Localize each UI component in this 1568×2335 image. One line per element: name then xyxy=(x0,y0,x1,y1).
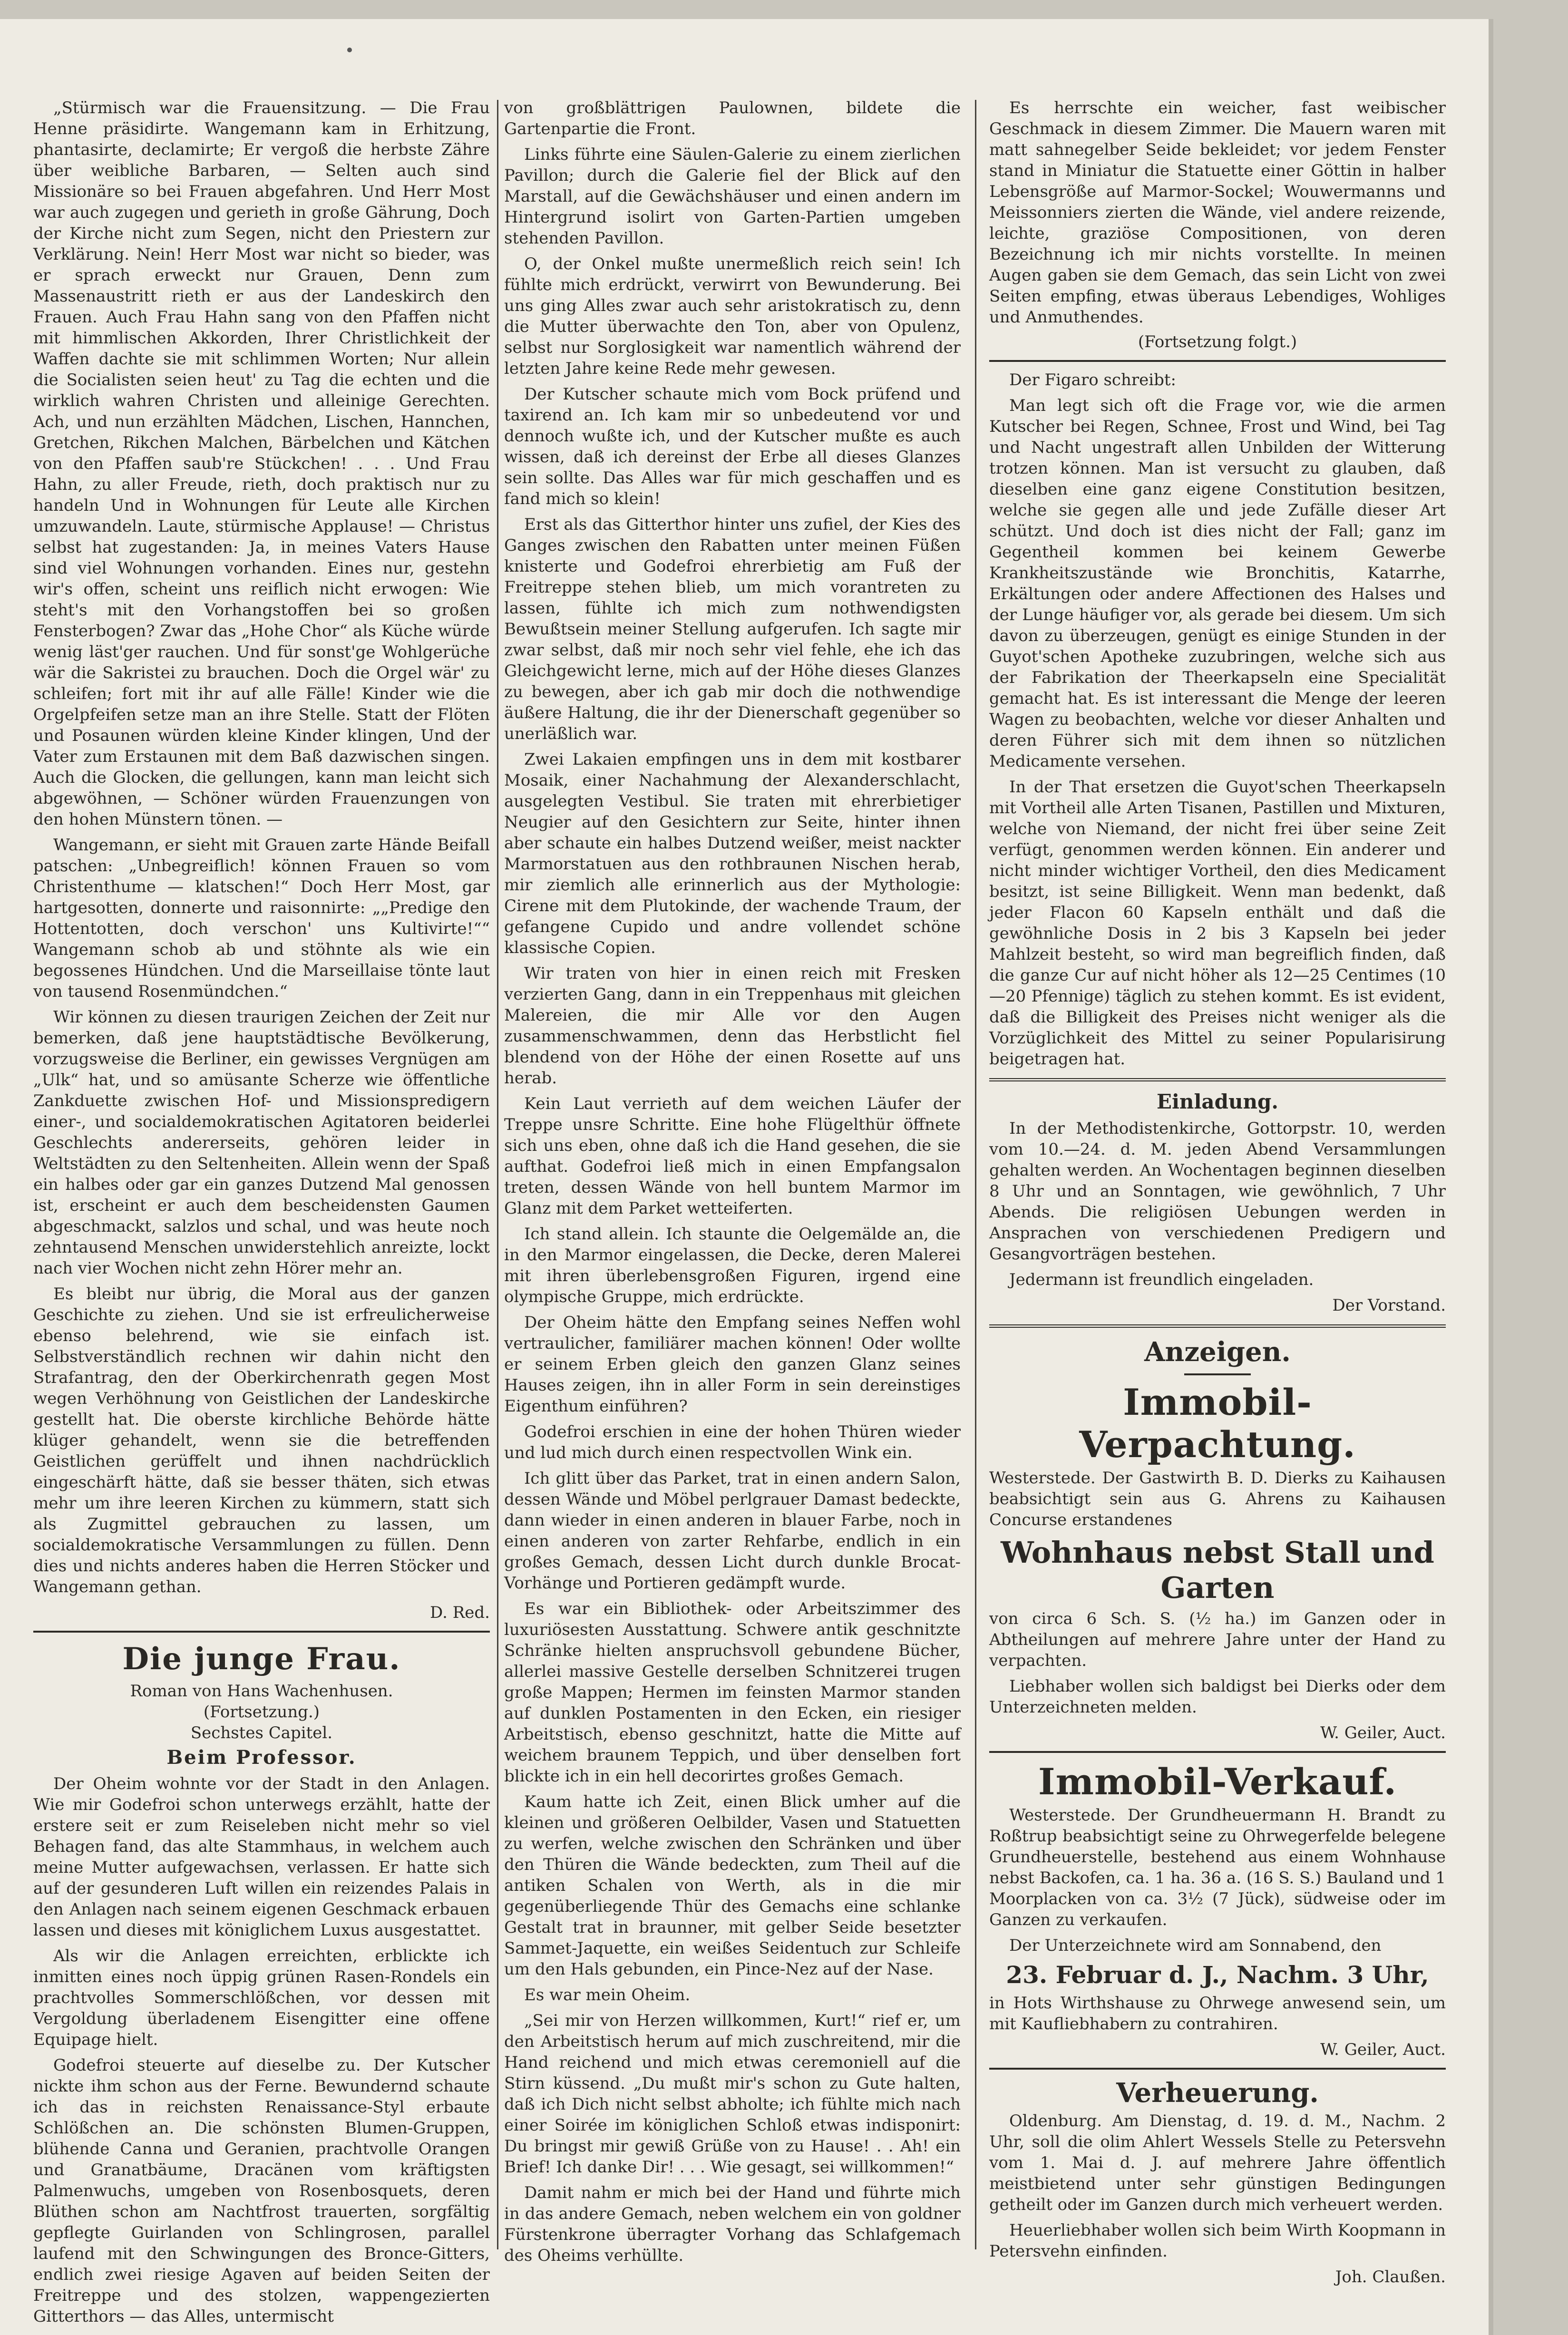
story-paragraph: Links führte eine Säulen-Galerie zu einem zierlichen Pavillon; durch die Galerie fiel der Blick auf den Marstall, auf die Gewächshäuser und einen andern im Hintergrund isolirt von Garten-Partien umgeben stehenden Pavillon. xyxy=(504,145,961,248)
editorial-paragraph: Wir können zu diesen traurigen Zeichen der Zeit nur bemerken, daß jene hauptstädtische Bevölkerung, vorzugsweise die Berliner, ein gewisses Vergnügen am „Ulk“ hat, und so amüsante Scherze wie öffentliche Zankduette zwischen Hof- und Missionspredigern einer-, und socialdemokratischen Agitatoren beiderlei Geschlechts andererseits, gehören leider in Weltstädten zu den Seltenheiten. Allein wenn der Spaß ein halbes oder gar ein ganzes Dutzend Mal genossen ist, erscheint er auch dem bescheidensten Gaumen abgeschmackt, salzlos und schal, und was heute noch zehntausend Menschen unwiderstehlich anreizte, lockt nach vier Wochen nicht zehn Hörer mehr an. xyxy=(33,1008,490,1278)
story-continuation: (Fortsetzung.) xyxy=(203,1703,320,1722)
ad-lease-text-2: von circa 6 Sch. S. (½ ha.) im Ganzen oder in Abtheilungen auf mehrere Jahre unter der Hand zu verpachten. xyxy=(989,1609,1446,1670)
story-paragraph: Ich stand allein. Ich staunte die Oelgemälde an, die in den Marmor eingelassen, die Decke, deren Malerei mit ihren überlebensgroßen Figuren, irgend eine olympische Gruppe, mich erdrückte. xyxy=(504,1225,961,1306)
story-paragraph: Es war ein Bibliothek- oder Arbeitszimmer des luxuriösesten Ausstattung. Schwere antik geschnitzte Schränke hielten anspruchsvoll gebundene Bücher, allerlei massive Gestelle derselben Schnitzerei trugen große Mappen; Hermen im feinsten Marmor standen auf dunklen Postamenten in den Ecken, ein riesiger Arbeitstisch, ebenso geschnitzt, hatte die Mitte auf weichem braunem Teppich, und über denselben fort blickte ich in ein hell decorirtes großes Gemach. xyxy=(504,1599,961,1786)
story-paragraph: Wir traten von hier in einen reich mit Fresken verzierten Gang, dann in ein Treppenhaus mit gleichen Malereien, die mir Alle vor den Augen zusammenschwammen, denn das Herbstlicht fiel blendend von der Höhe der einen Rosette auf uns herab. xyxy=(504,964,961,1088)
ad-sale-text-2: Der Unterzeichnete wird am Sonnabend, den xyxy=(1009,1936,1382,1955)
ad-lease-text: Westerstede. Der Gastwirth B. D. Dierks zu Kaihausen beabsichtigt sein aus G. Ahrens zu Kaihausen Concurse erstandenes xyxy=(989,1469,1446,1529)
invitation-signature: Der Vorstand. xyxy=(1332,1296,1446,1315)
story-paragraph: Zwei Lakaien empfingen uns in dem mit kostbarer Mosaik, einer Nachahmung der Alexanderschlacht, ausgelegten Vestibul. Sie traten mit ehrerbietiger Neugier auf den Gesichtern zur Seite, hinter ihnen aber schaute ein halbes Dutzend weißer, meist nackter Marmorstatuen aus den rothbraunen Nischen herab, mir ziemlich alle erinnerlich aus der Mythologie: Cirene mit dem Plutokinde, der wachende Traum, der gefangene Cupido und andre vollendet schöne klassische Copien. xyxy=(504,750,961,957)
story-paragraph: Damit nahm er mich bei der Hand und führte mich in das andere Gemach, neben welchem ein von goldner Fürstenkrone überragter Vorhang das Schlafgemach des Oheims verhüllte. xyxy=(504,2183,961,2265)
section-divider xyxy=(33,1631,490,1633)
poem-text-2: Wangemann, er sieht mit Grauen zarte Hände Beifall patschen: „Unbegreiflich! können Frauen so vom Christenthume — klatschen!“ Doch Herr Most, gar hartgesotten, donnerte und raisonnirte: „„Predige den Hottentotten, doch verschon' uns Kultivirte!““ Wangemann schob ab und stöhnte als wie ein begossenes Hündchen. Und die Marseillaise tönte laut von tausend Rosenmündchen.“ xyxy=(33,836,490,1001)
column-1 xyxy=(33,97,490,2326)
ads-section-title: Anzeigen. xyxy=(1144,1336,1291,1368)
story-paragraph: Godefroi erschien in eine der hohen Thüren wieder und lud mich durch einen respectvollen Wink ein. xyxy=(504,1422,961,1462)
editorial-paragraph-2: Es bleibt nur übrig, die Moral aus der ganzen Geschichte zu ziehen. Und sie ist erfreulicherweise ebenso belehrend, wie sie einfach ist. Selbstverständlich rechnen wir dahin nicht den Strafantrag, den der Oberkirchenrath gegen Most wegen Verhöhnung von Geistlichen der Landeskirche gestellt hat. Die oberste kirchliche Behörde hätte klüger gehandelt, wenn sie die betreffenden Geistlichen gerüffelt und ihnen nachdrücklich eingeschärft hätte, daß sie besser thäten, sich etwas mehr um ihre leeren Kirchen zu kümmern, statt sich als Zugmittel gebrauchen zu lassen, um socialdemokratische Versammlungen zu füllen. Denn dies und nichts anderes haben die Herren Stöcker und Wangemann gethan. xyxy=(33,1284,490,1596)
column-rule-2 xyxy=(975,100,976,2249)
figaro-paragraph: Man legt sich oft die Frage vor, wie die armen Kutscher bei Regen, Schnee, Frost und Wind, bei Tag und Nacht ungestraft allen Unbilden der Witterung trotzen können. Man ist versucht zu glauben, daß dieselben eine ganz eigene Constitution besitzen, welche sie gegen alle und jede Zufälle dieser Art schützt. Und doch ist dies nicht der Fall; ganz im Gegentheil kommen bei keinem Gewerbe Krankheitszustände wie Bronchitis, Katarrhe, Erkältungen oder andere Affectionen des Halses und der Lunge häufiger vor, als gerade bei diesem. Um sich davon zu überzeugen, genügt es einige Stunden in der Guyot'schen Apotheke zuzubringen, welche sich aus der Fabrikation der Theerkapseln eine Specialität gemacht hat. Es ist interessant die Menge der leeren Wagen zu beobachten, welche vor dieser Anhalten und deren Führer sich mit dem ihnen so nützlichen Medicamente versehen. xyxy=(989,396,1446,771)
ad-divider xyxy=(989,2068,1446,2070)
invitation-text: In der Methodistenkirche, Gottorpstr. 10, werden vom 10.—24. d. M. jeden Abend Versammlungen gehalten werden. An Wochentagen beginnen dieselben 8 Uhr und an Sonntagen, wie gewöhnlich, 7 Uhr Abends. Die religiösen Uebungen werden in Ansprachen von verschiedenen Predigern und Gesangvorträgen bestehen. xyxy=(989,1119,1446,1264)
story-paragraph: „Sei mir von Herzen willkommen, Kurt!“ rief er, um den Arbeitstisch herum auf mich zuschreitend, mir die Hand reichend und mich etwas ceremoniell auf die Stirn küssend. „Du mußt mir's schon zu Gute halten, daß ich Dich nicht selbst abholte; ich fühlte mich nach einer Soirée im königlichen Schloß etwas indisponirt: Du bringst mir gewiß Grüße von zu Hause! . . Ah! ein Brief! Ich danke Dir! . . . Wie gesagt, sei willkommen!“ xyxy=(504,2011,961,2177)
ad-lease-signature: W. Geiler, Auct. xyxy=(1320,1723,1446,1742)
ad-rent-text: Oldenburg. Am Dienstag, d. 19. d. M., Nachm. 2 Uhr, soll die olim Ahlert Wessels Stelle zu Petersvehn vom 1. Mai d. J. auf mehrere Jahre öffentlich meistbietend unter sehr günstigen Bedingungen getheilt oder im Ganzen durch mich verheuert werden. xyxy=(989,2111,1446,2214)
ad-lease-title: Immobil-Verpachtung. xyxy=(1079,1381,1356,1466)
chapter-number: Sechstes Capitel. xyxy=(190,1723,333,1742)
story-paragraph: Erst als das Gitterthor hinter uns zufiel, der Kies des Ganges zwischen den Rabatten unter meinen Füßen knisterte und Godefroi ehrerbietig am Fuß der Freitreppe stehen blieb, um mich vorantreten zu lassen, fühlte ich mich zum nothwendigsten Bewußtsein meiner Stellung aufgerufen. Ich sagte mir zwar selbst, daß mir noch sehr viel fehle, ehe ich das Gleichgewicht lerne, mich auf der Höhe dieses Glanzes zu bewegen, aber ich gab mir doch die nothwendige äußere Haltung, die ihr der Dienerschaft gegenüber so unerläßlich war. xyxy=(504,515,961,743)
story-to-be-continued: (Fortsetzung folgt.) xyxy=(1138,332,1297,351)
story-paragraph: Es war mein Oheim. xyxy=(524,1985,691,2004)
story-paragraph: Es herrschte ein weicher, fast weibischer Geschmack in diesem Zimmer. Die Mauern waren mit matt sahnegelber Seide bekleidet; vor jedem Fenster stand in Miniatur die Statuette einer Göttin in halber Lebensgröße auf Marmor-Sockel; Wouwermanns und Meissonniers zierten die Wände, viel andere reizende, leichte, graziöse Compositionen, von deren Bezeichnung ich mir nichts vorstellte. In meinen Augen gaben sie dem Gemach, das sein Licht von zwei Seiten empfing, etwas überaus Lebendiges, Wohliges und Anmuthendes. xyxy=(989,98,1446,327)
ad-sale-text: Westerstede. Der Grundheuermann H. Brandt zu Roßtrup beabsichtigt seine zu Ohrwegerfelde belegene Grundheuerstelle, bestehend aus einem Wohnhause nebst Backofen, ca. 1 ha. 36 a. (16 S. S.) Bauland und 1 Moorplacken von ca. 3½ (7 Jück), südweise oder im Ganzen zu verkaufen. xyxy=(989,1806,1446,1929)
ad-lease-text-3: Liebhaber wollen sich baldigst bei Dierks oder dem Unterzeichneten melden. xyxy=(989,1677,1446,1717)
short-rule xyxy=(1184,1373,1251,1375)
story-paragraph: von großblättrigen Paulownen, bildete die Gartenpartie die Front. xyxy=(504,98,961,138)
invitation-welcome: Jedermann ist freundlich eingeladen. xyxy=(1009,1270,1314,1289)
story-paragraph: Der Oheim hätte den Empfang seines Neffen wohl vertraulicher, familiärer machen können! Oder wollte er seinem Erben gleich den ganzen Glanz seines Hauses zeigen, ihn in aller Form in sein dereinstiges Eigenthum einführen? xyxy=(504,1313,961,1416)
ad-divider xyxy=(989,1751,1446,1753)
editorial-signature: D. Red. xyxy=(430,1603,490,1622)
section-divider xyxy=(989,360,1446,362)
figaro-intro: Der Figaro schreibt: xyxy=(1009,370,1176,389)
story-paragraph: Godefroi steuerte auf dieselbe zu. Der Kutscher nickte ihm schon aus der Ferne. Bewundernd schaute ich das in reichsten Renaissance-Styl erbaute Schlößchen an. Die schönsten Blumen-Gruppen, blühende Canna und Geranien, prachtvolle Orangen und Granatbäume, Dracänen vom kräftigsten Palmenwuchs, umgeben von Rosenbosquets, deren Blüthen schon am Nachtfrost trauerten, sorgfältig gepflegte Guirlanden von Schlingrosen, parallel laufend mit den Schwingungen des Bronce-Gitters, endlich zwei riesige Agaven auf beiden Seiten der Freitreppe und des stolzen, wappengezierten Gitterthors — das Alles, untermischt xyxy=(33,2056,490,2326)
ad-sale-title: Immobil-Verkauf. xyxy=(1038,1761,1397,1803)
story-paragraph: Als wir die Anlagen erreichten, erblickte ich inmitten eines noch üppig grünen Rasen-Rondels ein prachtvolles Sommerschlößchen, vor dessen mit Vergoldung überladenem Eisengitter eine offene Equipage hielt. xyxy=(33,1946,490,2049)
column-2 xyxy=(504,97,961,2285)
story-paragraph: Der Kutscher schaute mich vom Bock prüfend und taxirend an. Ich kam mir so unbedeutend vor und dennoch wußte ich, und der Kutscher mußte es auch wissen, daß ich dereinst der Erbe all dieses Glanzes sein sollte. Das Alles war für mich geschaffen und es fand mich so klein! xyxy=(504,385,961,508)
ad-lease-property: Wohnhaus nebst Stall und Garten xyxy=(1001,1535,1434,1605)
story-paragraph: Kaum hatte ich Zeit, einen Blick umher auf die kleinen und größeren Oelbilder, Vasen und Statuetten zu werfen, welche zwischen den Schränken und über den Thüren die Wände bedeckten, zum Theil auf die antiken Schalen von Werth, als in die mir gegenüberliegende Thür des Gemachs eine schlanke Gestalt trat in braunner, mit gelber Seide besetzter Sammet-Jaquette, ein weißes Seidentuch zur Schleife um den Hals gebunden, ein Pince-Nez auf der Nase. xyxy=(504,1792,961,1979)
ad-rent-title: Verheuerung. xyxy=(1116,2077,1319,2109)
column-rule-1 xyxy=(497,100,498,2249)
story-title: Die junge Frau. xyxy=(122,1641,401,1677)
story-paragraph: Kein Laut verrieth auf dem weichen Läufer der Treppe unsre Schritte. Eine hohe Flügelthür öffnete sich uns eben, ohne daß ich die Hand gesehen, die sie aufthat. Godefroi ließ mich in einen Empfangsalon treten, dessen Wände von hell buntem Marmor im Glanz mit dem Parket wetteiferten. xyxy=(504,1094,961,1218)
story-paragraph: Ich glitt über das Parket, trat in einen andern Salon, dessen Wände und Möbel perlgrauer Damast bedeckte, dann wieder in einen anderen in blauer Farbe, noch in einen anderen von zarter Rehfarbe, endlich in ein großes Gemach, dessen Licht durch dunkle Brocat-Vorhänge und Portieren gedämpft wurde. xyxy=(504,1469,961,1593)
column-3 xyxy=(989,97,1446,2285)
chapter-title: Beim Professor. xyxy=(166,1746,357,1769)
figaro-paragraph-2: In der That ersetzen die Guyot'schen Theerkapseln mit Vortheil alle Arten Tisanen, Pastillen und Mixturen, welche von Niemand, der nicht frei über seine Zeit verfügt, genommen werden können. Ein anderer und nicht minder wichtiger Vortheil, den dies Medicament besitzt, ist seine Billigkeit. Wenn man bedenkt, daß jeder Flacon 60 Kapseln enthält und daß die gewöhnliche Dosis in 2 bis 3 Kapseln bei jeder Mahlzeit besteht, so wird man begreiflich finden, daß die ganze Cur auf nicht höher als 12—25 Centimes (10—20 Pfennige) täglich zu stehen kommt. Es ist evident, daß die Billigkeit des Preises nicht weniger als die Vorzüglichkeit des Mittel zu seiner Popularisirung beigetragen hat. xyxy=(989,778,1446,1069)
story-paragraph: Der Oheim wohnte vor der Stadt in den Anlagen. Wie mir Godefroi schon unterwegs erzählt, hatte der erstere seit er zum Reiseleben nicht mehr so viel Behagen fand, das alte Stammhaus, in welchem auch meine Mutter aufgewachsen, verlassen. Er hatte sich auf der gesunderen Luft willen ein reizendes Palais in den Anlagen nach seinem eigenen Geschmack erbauen lassen und dieses mit königlichem Luxus ausgestattet. xyxy=(33,1774,490,1940)
ad-sale-date: 23. Februar d. J., Nachm. 3 Uhr, xyxy=(1006,1961,1429,1989)
section-divider-double xyxy=(989,1078,1446,1081)
poem-text: „Stürmisch war die Frauensitzung. — Die Frau Henne präsidirte. Wangemann kam in Erhitzung, phantasirte, declamirte; Er vergoß die herbste Zähre über weibliche Barbaren, — Selten auch sind Missionäre so bei Frauen abgefahren. Und Herr Most war auch zugegen und gerieth in große Gährung, Doch der Kirche nicht zum Segen, nicht den Priestern zur Verklärung. Nein! Herr Most war nicht so bieder, was er sprach erweckt nur Grauen, Denn zum Massenaustritt rieth er aus der Landeskirch den Frauen. Auch Frau Hahn sang von den Pfaffen nicht mit himmlischen Akkorden, Ihrer Christlichkeit der Waffen dachte sie mit schlimmen Worten; Nur allein die Socialisten seien heut' zu Tag die echten und die wirklich wahren Christen und alleinige Gerechten. Ach, und nun erzählten Mädchen, Lischen, Hannchen, Gretchen, Rikchen Malchen, Bärbelchen und Kätchen von den Pfaffen saub're Stückchen! . . . Und Frau Hahn, zu aller Freude, rieth, doch praktisch nur zu handeln Und in Wohnungen für Leute alle Kirchen umzuwandeln. Laute, stürmische Applause! — Christus selbst hat zugestanden: Ja, in meines Vaters Hause sind viel Wohnungen vorhanden. Eines nur, gestehn wir's offen, scheint uns reiflich nicht erwogen: Wie steht's mit den Vorhangstoffen bei so großen Fensterbogen? Zwar das „Hohe Chor“ als Küche würde wenig läst'ger rauchen. Und für sonst'ge Wohlgerüche wär die Sakristei zu brauchen. Doch die Orgel wär' zu schleifen; fort mit ihr auf alle Fälle! Kinder wie die Orgelpfeifen setze man an ihre Stelle. Statt der Flöten und Posaunen würden kleine Kinder klingen, Und der Vater zum Erstaunen mit dem Baß dazwischen singen. Auch die Glocken, die gellungen, kann man leicht sich abgewöhnen, — Schöner würden Frauenzungen von den hohen Münstern tönen. — xyxy=(33,98,490,829)
story-paragraph: O, der Onkel mußte unermeßlich reich sein! Ich fühlte mich erdrückt, verwirrt von Bewunderung. Bei uns ging Alles zwar auch sehr aristokratisch zu, denn die Mutter überwachte den Ton, aber von Opulenz, selbst nur Sorglosigkeit war namentlich während der letzten Jahre keine Rede mehr gewesen. xyxy=(504,254,961,378)
ad-sale-signature: W. Geiler, Auct. xyxy=(1320,2040,1446,2059)
story-author: Roman von Hans Wachenhusen. xyxy=(130,1682,393,1701)
ad-rent-text-2: Heuerliebhaber wollen sich beim Wirth Koopmann in Petersvehn einfinden. xyxy=(989,2221,1446,2261)
invitation-title: Einladung. xyxy=(1156,1090,1279,1113)
ad-sale-text-3: in Hots Wirthshause zu Ohrwege anwesend sein, um mit Kaufliebhabern zu contrahiren. xyxy=(989,1994,1446,2033)
ad-rent-signature: Joh. Claußen. xyxy=(1335,2267,1446,2286)
section-divider-double xyxy=(989,1324,1446,1328)
print-dot xyxy=(347,48,352,52)
newspaper-page xyxy=(0,19,1489,2335)
